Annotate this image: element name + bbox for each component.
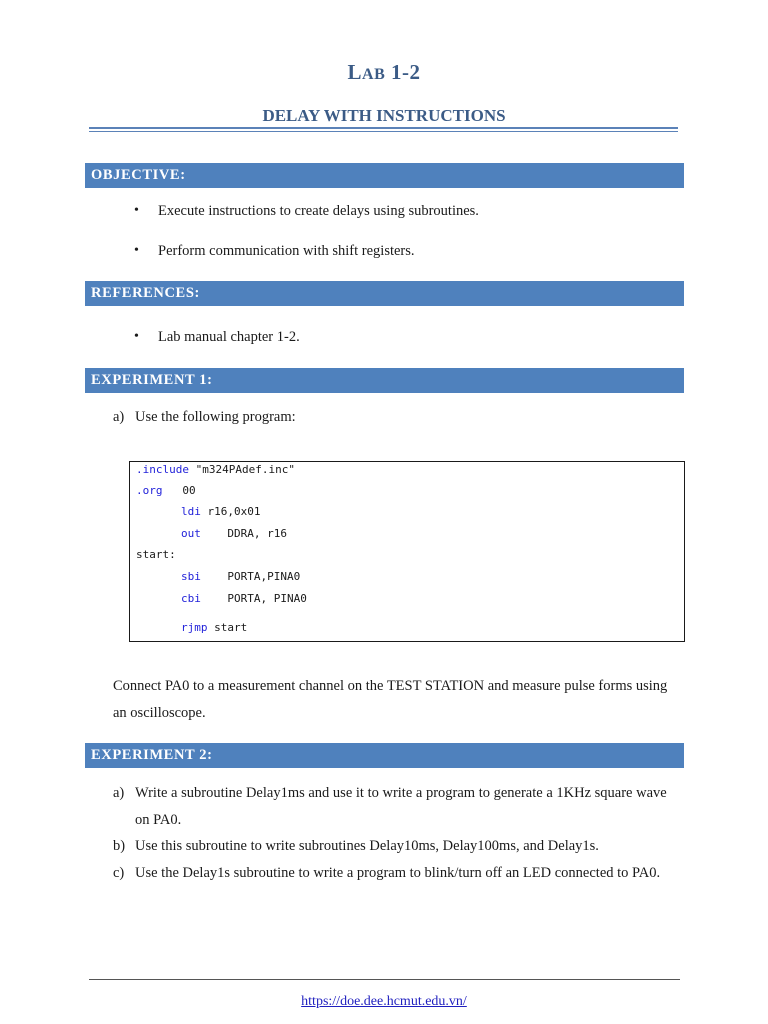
- footer-link[interactable]: https://doe.dee.hcmut.edu.vn/: [301, 994, 467, 1009]
- step-marker: a): [113, 409, 125, 425]
- step-text: Use the following program:: [135, 409, 296, 425]
- experiment1-heading: EXPERIMENT 1:: [85, 368, 684, 393]
- code-listing: [129, 461, 685, 642]
- experiment2-heading: EXPERIMENT 2:: [85, 743, 684, 768]
- code-line: ldi r16,0x01: [181, 505, 261, 518]
- code-line: .org 00: [136, 484, 196, 497]
- code-line: sbi PORTA,PINA0: [181, 570, 301, 583]
- title-divider: [89, 127, 678, 132]
- objective-heading: OBJECTIVE:: [85, 163, 684, 188]
- references-item: • Lab manual chapter 1-2.: [136, 328, 300, 346]
- code-line: start:: [136, 548, 176, 561]
- step-text: Write a subroutine Delay1ms and use it to write a program to generate a 1KHz square wave on PA0.: [135, 785, 667, 828]
- experiment2-step: [113, 860, 673, 887]
- objective-item: • Execute instructions to create delays using subroutines.: [136, 202, 479, 220]
- step-text: Use this subroutine to write subroutines Delay10ms, Delay100ms, and Delay1s.: [135, 838, 599, 854]
- experiment2-step: [113, 780, 673, 834]
- experiment2-step: [113, 833, 673, 860]
- step-marker: a): [113, 785, 125, 801]
- code-line: out DDRA, r16: [181, 527, 287, 540]
- step-text: Use the Delay1s subroutine to write a program to blink/turn off an LED connected to PA0.: [135, 865, 661, 881]
- step-marker: b): [113, 838, 126, 854]
- page-subtitle: DELAY WITH INSTRUCTIONS: [262, 106, 506, 125]
- experiment1-note: Connect PA0 to a measurement channel on the TEST STATION and measure pulse forms using an oscilloscope.: [113, 678, 668, 721]
- code-line: .include "m324PAdef.inc": [136, 463, 295, 476]
- references-heading: REFERENCES:: [85, 281, 684, 306]
- page-title: LAB 1-2: [347, 60, 421, 84]
- experiment1-step: [113, 404, 673, 431]
- objective-item: • Perform communication with shift registers.: [136, 242, 415, 260]
- footer-divider: [89, 979, 680, 980]
- code-line: cbi PORTA, PINA0: [181, 592, 307, 605]
- code-line: rjmp start: [181, 621, 248, 634]
- step-marker: c): [113, 865, 125, 881]
